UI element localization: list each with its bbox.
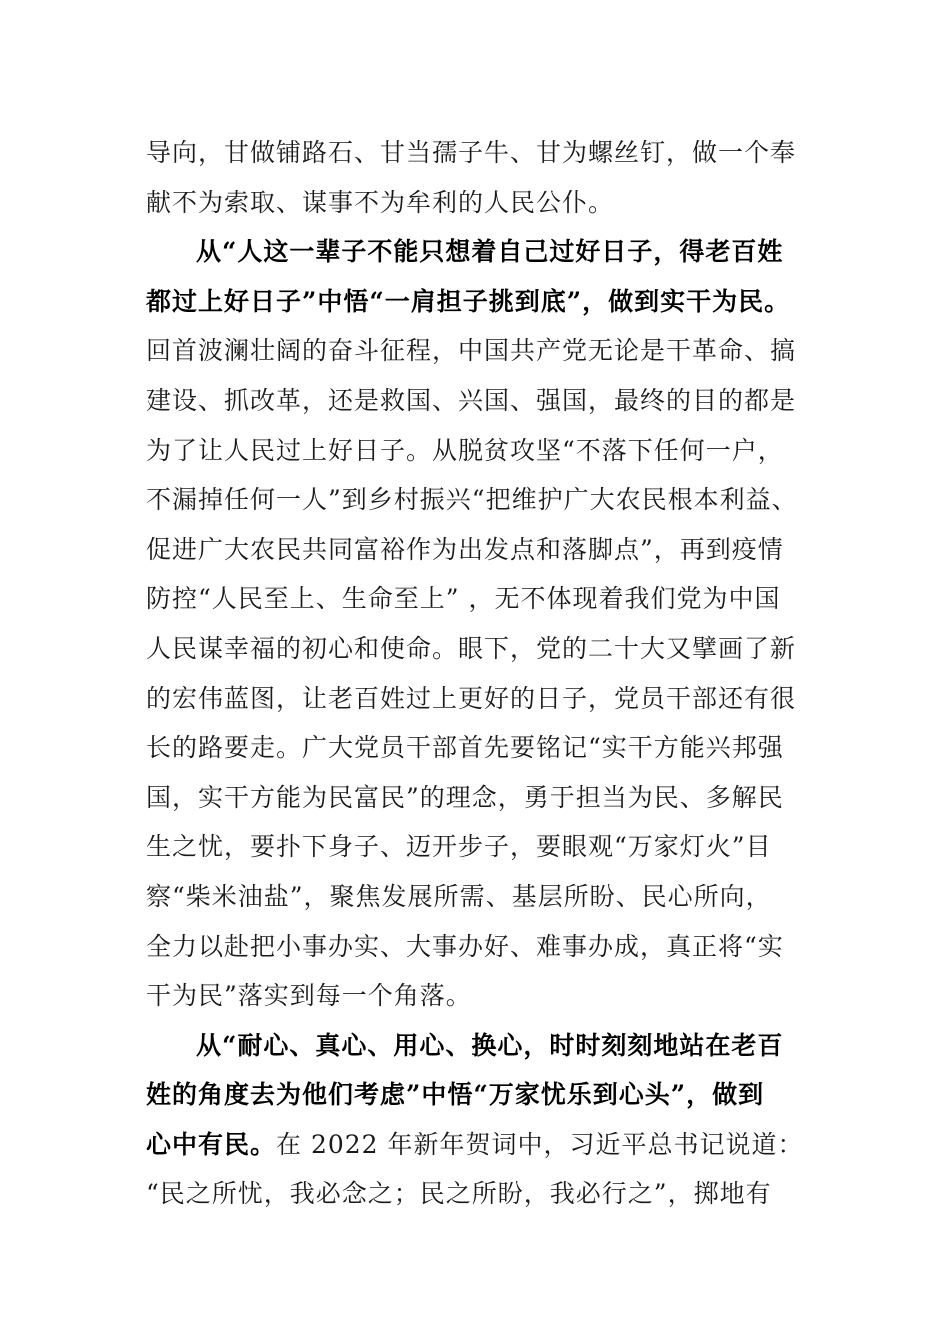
text-line <box>146 1120 806 1170</box>
body-text: 献不为索取、谋事不为牟利的人民公仆。 <box>146 187 615 217</box>
text-line <box>146 1021 806 1071</box>
text-line <box>146 128 806 178</box>
body-text: 人民谋幸福的初心和使命。眼下，党的二十大又擘画了新 <box>146 633 797 663</box>
bold-heading-text: 心中有民。 <box>146 1129 277 1159</box>
text-line <box>146 426 806 476</box>
text-line <box>146 525 806 575</box>
text-line <box>146 872 806 922</box>
text-line <box>146 773 806 823</box>
document-body <box>146 128 806 1219</box>
text-line <box>146 227 806 277</box>
body-text: 促进广大农民共同富裕作为出发点和落脚点”，再到疫情 <box>146 534 784 564</box>
text-line <box>146 922 806 972</box>
body-text: 察“柴米油盐”，聚焦发展所需、基层所盼、民心所向， <box>146 881 772 911</box>
text-line <box>146 822 806 872</box>
bold-heading-text: 从“人这一辈子不能只想着自己过好日子，得老百姓 <box>196 237 784 267</box>
body-text: “民之所忧，我必念之；民之所盼，我必行之”，掷地有 <box>146 1179 772 1209</box>
body-text: 防控“人民至上、生命至上” ，无不体现着我们党为中国 <box>146 584 781 614</box>
body-text: 导向，甘做铺路石、甘当孺子牛、甘为螺丝钉，做一个奉 <box>146 138 797 167</box>
text-line <box>146 624 806 674</box>
bold-heading-text: 从“耐心、真心、用心、换心，时时刻刻地站在老百 <box>196 1030 784 1060</box>
body-text: 在 2022 年新年贺词中，习近平总书记说道： <box>276 1129 804 1159</box>
text-line <box>146 674 806 724</box>
text-line <box>146 574 806 624</box>
text-line <box>146 1070 806 1120</box>
text-line <box>146 178 806 228</box>
text-line <box>146 723 806 773</box>
text-line <box>146 326 806 376</box>
text-line <box>146 475 806 525</box>
text-line <box>146 376 806 426</box>
body-text: 全力以赴把小事办实、大事办好、难事办成，真正将“实 <box>146 931 784 961</box>
body-text: 不漏掉任何一人”到乡村振兴“把维护广大农民根本利益、 <box>146 485 798 515</box>
bold-heading-text: 姓的角度去为他们考虑”中悟“万家忧乐到心头”，做到 <box>146 1080 765 1110</box>
body-text: 回首波澜壮阔的奋斗征程，中国共产党无论是干革命、搞 <box>146 336 797 366</box>
body-text: 国，实干方能为民富民”的理念，勇于担当为民、多解民 <box>146 782 784 812</box>
body-text: 的宏伟蓝图，让老百姓过上更好的日子，党员干部还有很 <box>146 683 797 713</box>
body-text: 干为民”落实到每一个角落。 <box>146 981 472 1011</box>
text-line <box>146 1169 806 1219</box>
body-text: 为了让人民过上好日子。从脱贫攻坚“不落下任何一户， <box>146 435 784 465</box>
text-line <box>146 971 806 1021</box>
body-text: 生之忧，要扑下身子、迈开步子，要眼观“万家灯火”目 <box>146 832 772 862</box>
body-text: 长的路要走。广大党员干部首先要铭记“实干方能兴邦强 <box>146 733 784 763</box>
text-line <box>146 277 806 327</box>
bold-heading-text: 都过上好日子”中悟“一肩担子挑到底”，做到实干为民。 <box>146 286 791 316</box>
body-text: 建设、抓改革，还是救国、兴国、强国，最终的目的都是 <box>146 385 797 415</box>
